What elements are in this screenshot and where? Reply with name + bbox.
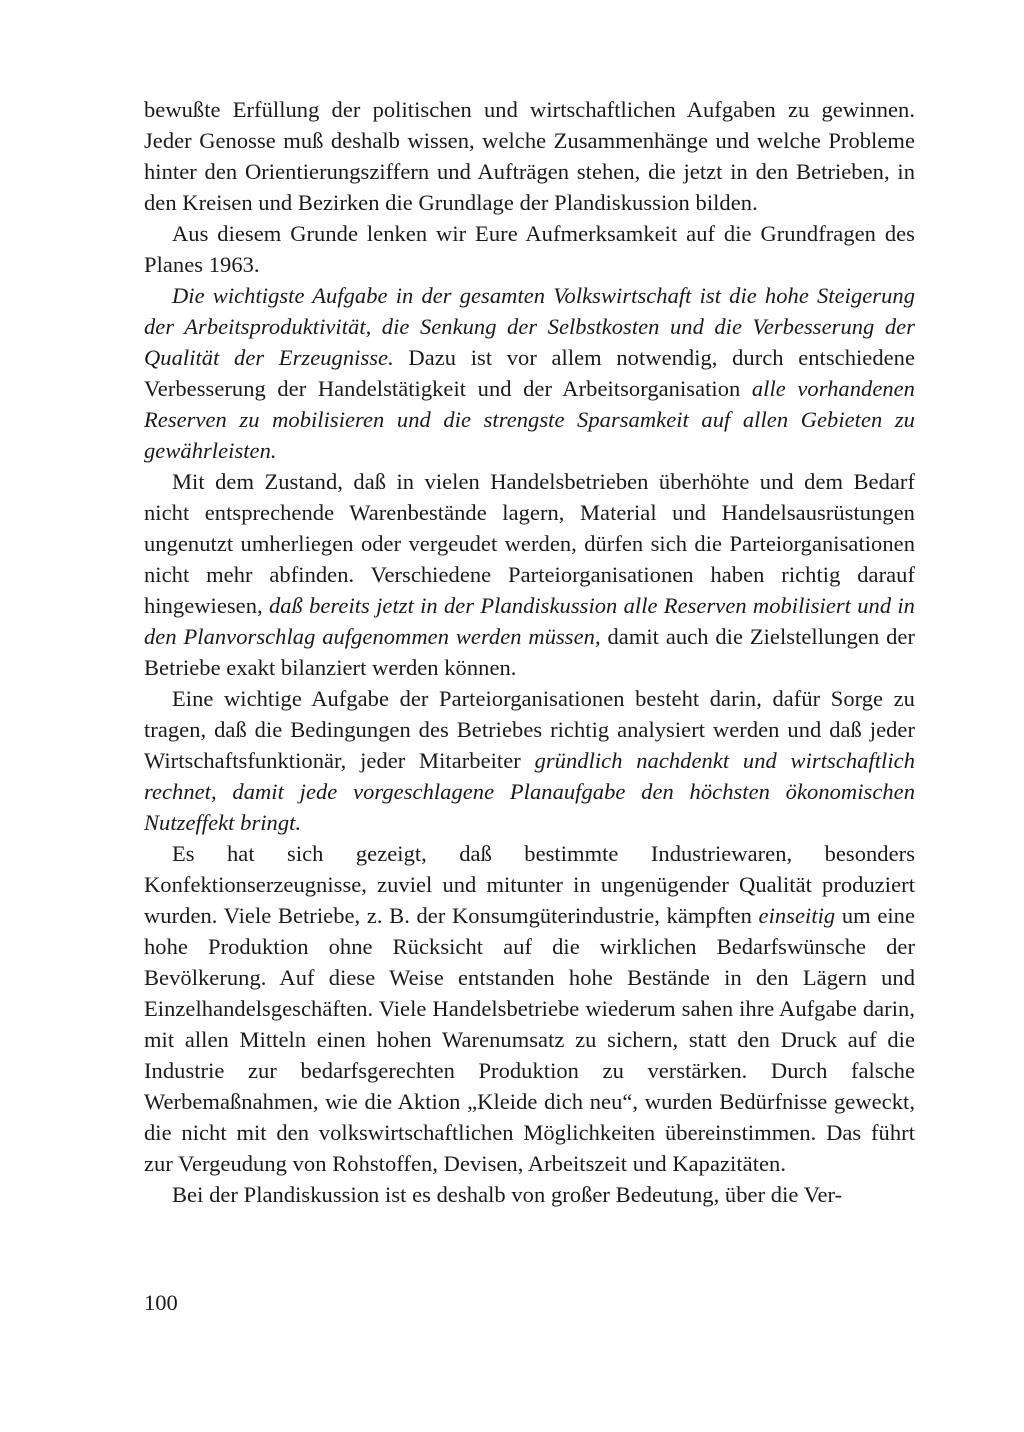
emphasized-text: daß bereits jetzt in der Plandiskussion alle Reserven mobilisiert und in den Planvorschlag aufgenommen werden müssen, [144,593,915,649]
paragraph-text: damit auch die Zielstellungen der Betriebe exakt bilanziert werden können. [144,624,915,680]
paragraph-text: Eine wichtige Aufgabe der Parteiorganisationen besteht darin, dafür Sorge zu tragen, daß die Bedingungen des Betriebes richtig analysiert werden und daß jeder Wirtschaftsfunktionär, jeder Mitarbeiter [144,686,915,773]
emphasized-text: einseitig [758,903,836,928]
paragraph-text: Bei der Plandiskussion ist es deshalb von großer Bedeutung, über die Ver- [172,1182,843,1207]
paragraph [144,1179,915,1210]
paragraph-text: um eine hohe Produktion ohne Rücksicht auf die wirklichen Bedarfswünsche der Bevölkerung. Auf diese Weise entstanden hohe Bestände in den Lägern und Einzelhandelsgeschäften. Viele Handelsbetriebe wiederum sahen ihre Aufgabe darin, mit allen Mitteln einen hohen Warenumsatz zu sichern, statt den Druck auf die Industrie zur bedarfsgerechten Produktion zu verstärken. Durch falsche Werbemaßnahmen, wie die Aktion „Kleide dich neu“, wurden Bedürfnisse geweckt, die nicht mit den volkswirtschaftlichen Möglichkeiten übereinstimmen. Das führt zur Vergeudung von Rohstoffen, Devisen, Arbeitszeit und Kapazitäten. [144,903,915,1176]
paragraph-text: Mit dem Zustand, daß in vielen Handelsbetrieben überhöhte und dem Bedarf nicht entsprechende Warenbestände lagern, Material und Handelsausrüstungen ungenutzt umherliegen oder vergeudet werden, dürfen sich die Parteiorganisationen nicht mehr abfinden. Verschiedene Parteiorganisationen haben richtig darauf hingewiesen, [144,469,915,618]
page-body-text [144,94,915,1210]
paragraph [144,218,915,280]
paragraph-text: bewußte Erfüllung der politischen und wirtschaftlichen Aufgaben zu gewinnen. Jeder Genosse muß deshalb wissen, welche Zusammenhänge und welche Probleme hinter den Orientierungsziffern und Aufträgen stehen, die jetzt in den Betrieben, in den Kreisen und Bezirken die Grundlage der Plandiskussion bilden. [144,97,915,215]
paragraph [144,94,915,218]
paragraph [144,280,915,466]
paragraph-text: Aus diesem Grunde lenken wir Eure Aufmerksamkeit auf die Grundfragen des Planes 1963. [144,221,915,277]
paragraph [144,466,915,683]
paragraph [144,683,915,838]
paragraph [144,838,915,1179]
page-number: 100 [144,1290,178,1315]
paragraph-text: Dazu ist vor allem notwendig, durch entschiedene Verbesserung der Handelstätigkeit und der Arbeitsorganisation [144,345,915,401]
emphasized-text: alle vorhandenen Reserven zu mobilisieren und die strengste Sparsamkeit auf allen Gebieten zu gewährleisten. [144,376,915,463]
paragraph-text: Es hat sich gezeigt, daß bestimmte Industriewaren, besonders Konfektionserzeugnisse, zuviel und mitunter in ungenügender Qualität produziert wurden. Viele Betriebe, z. B. der Konsumgüterindustrie, kämpften [144,841,915,928]
emphasized-text: Die wichtigste Aufgabe in der gesamten Volkswirtschaft ist die hohe Steigerung der Arbeitsproduktivität, die Senkung der Selbstkosten und die Verbesserung der Qualität der Erzeugnisse. [144,283,915,370]
emphasized-text: gründlich nachdenkt und wirtschaftlich rechnet, damit jede vorgeschlagene Planaufgabe den höchsten ökonomischen Nutzeffekt bringt. [144,748,915,835]
